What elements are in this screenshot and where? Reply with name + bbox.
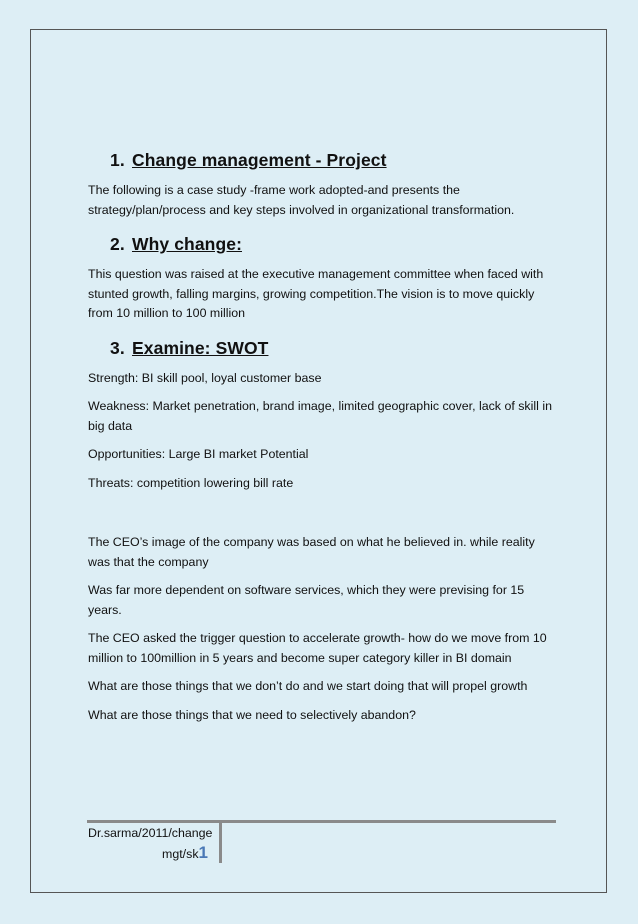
section-heading-2 [110,234,558,255]
swot-threats: Threats: competition lowering bill rate [88,475,294,490]
footer-vertical-divider [219,823,222,863]
paragraph: The CEO’s image of the company was based on what he believed in. while reality was that the company [88,535,535,569]
swot-opportunities: Opportunities: Large BI market Potential [88,447,309,461]
swot-strength: Strength: BI skill pool, loyal customer base [88,370,322,385]
footer-second-line [88,843,220,864]
page-number: 1 [198,843,208,862]
paragraph: What are those things that we need to selectively abandon? [88,707,416,722]
section-number: 2. [110,234,125,254]
paragraph: The following is a case study -frame work adopted-and presents the strategy/plan/process and key steps involved in organizational transformation. [88,183,515,217]
document-body [88,150,558,734]
footer-divider [87,820,556,823]
paragraph: Was far more dependent on software services, which they were prevising for 15 years. [88,583,525,617]
section-title: Examine: SWOT [132,337,269,358]
paragraph: What are those things that we don’t do and we start doing that will propel growth [88,679,528,693]
footer [88,824,220,864]
section-title: Why change: [132,234,242,254]
paragraph: The CEO asked the trigger question to accelerate growth- how do we move from 10 million to 100million in 5 years and become super category killer in BI domain [88,631,547,665]
paragraph: This question was raised at the executive management committee when faced with stunted growth, falling margins, growing competition.The vision is to move quickly from 10 million to 100 million [88,267,544,320]
section-title: Change management - Project [132,150,387,170]
swot-weakness: Weakness: Market penetration, brand image, limited geographic cover, lack of skill in big data [88,399,552,433]
section-number: 3. [110,337,125,358]
footer-author-line: Dr.sarma/2011/change [88,826,213,840]
section-number: 1. [110,150,125,170]
section-heading-1 [110,150,558,171]
spacer [88,502,558,533]
section-heading-3 [110,338,558,359]
footer-sub-line: mgt/sk [162,847,199,861]
